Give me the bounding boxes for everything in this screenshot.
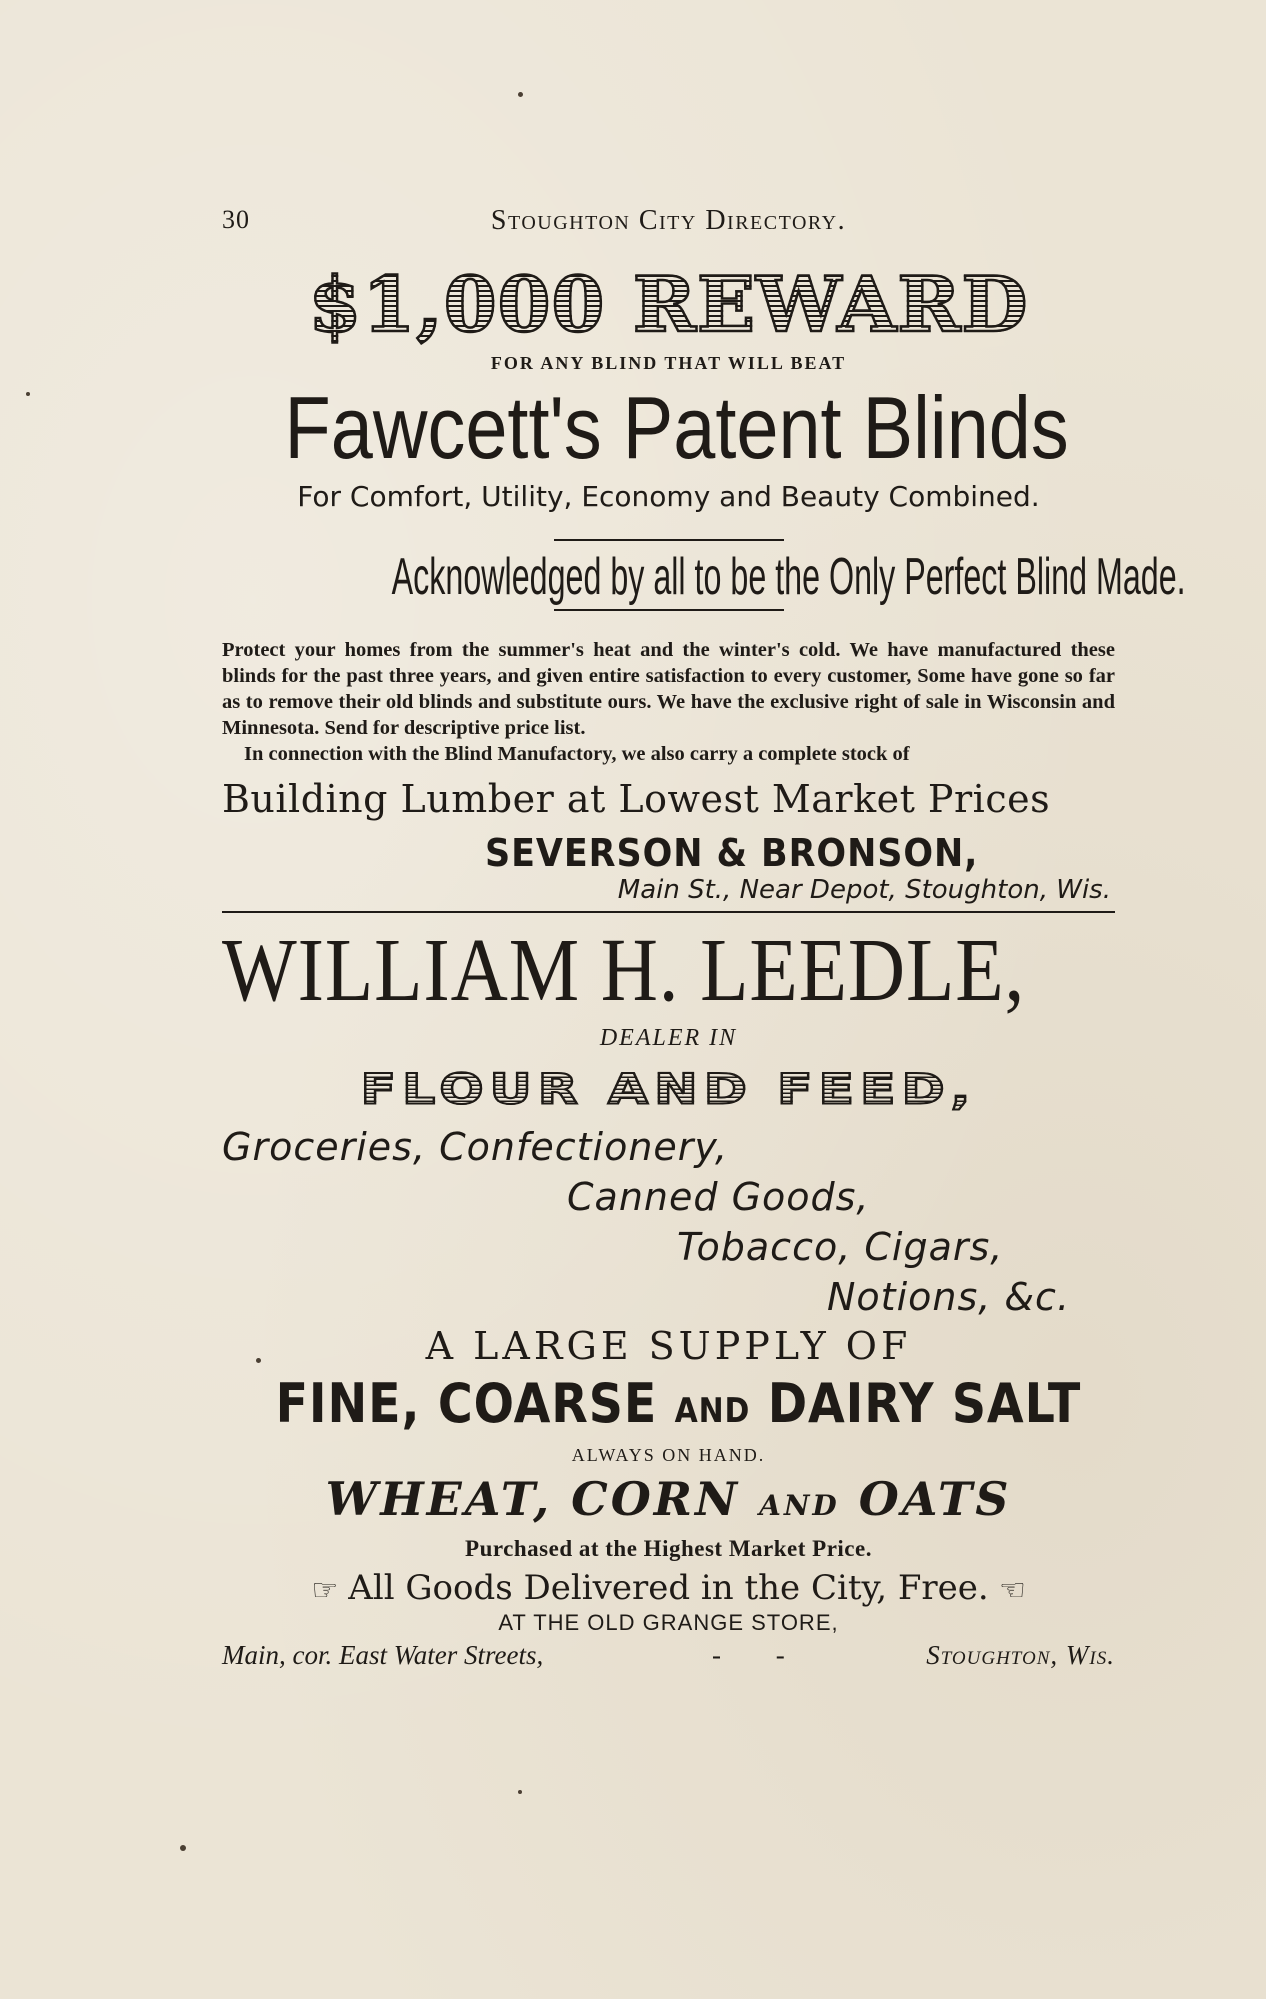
page-header	[222, 205, 1115, 245]
firm-name: SEVERSON & BRONSON,	[485, 831, 979, 875]
street-address: Main, cor. East Water Streets,	[222, 1640, 544, 1670]
running-head: Stoughton City Directory.	[490, 205, 847, 236]
wheat-and: AND	[759, 1489, 840, 1522]
fawcett-advertisement	[222, 260, 1186, 905]
delivery-line	[222, 1568, 1115, 1608]
reward-subline: FOR ANY BLIND THAT WILL BEAT	[490, 353, 847, 373]
salt-text-1: FINE, COARSE	[275, 1372, 675, 1435]
page-content	[222, 205, 1186, 1678]
acknowledged-line: Acknowledged by all to be the Only Perfect Blind Made.	[391, 548, 1186, 606]
salt-and: AND	[674, 1391, 751, 1431]
product-name: Fawcett's Patent Blinds	[284, 378, 1069, 477]
merchant-name: WILLIAM H. LEEDLE,	[222, 921, 1026, 1020]
address-dashes: - -	[712, 1640, 809, 1670]
salt-headline	[275, 1372, 1082, 1443]
paper-speck	[518, 1790, 522, 1794]
reward-headline: $1,000 REWARD	[222, 263, 1115, 347]
grain-headline	[222, 1472, 1115, 1526]
salt-text-2: DAIRY SALT	[750, 1372, 1082, 1435]
pointing-hand-icon: ☞	[311, 1572, 339, 1608]
flour-feed-headline: FLOUR AND FEED,	[222, 1066, 1115, 1114]
divider-rule	[554, 609, 784, 611]
supply-line: A LARGE SUPPLY OF	[425, 1324, 912, 1368]
leedle-advertisement	[222, 921, 1115, 1678]
always-on-hand: ALWAYS ON HAND.	[571, 1445, 766, 1465]
goods-line-groceries: Groceries, Confectionery,	[222, 1125, 729, 1169]
store-location: AT THE OLD GRANGE STORE,	[498, 1610, 839, 1635]
lumber-line: Building Lumber at Lowest Market Prices	[222, 777, 1051, 821]
store-address	[222, 1640, 1115, 1678]
body-paragraph: In connection with the Blind Manufactory, we also carry a complete stock of	[244, 743, 910, 765]
page-number: 30	[222, 205, 250, 234]
body-paragraph: Protect your homes from the summer's heat and the winter's cold. We have manufactured these blinds for the past three years, and given entire satisfaction to every customer, Some have gone so far as to remove their old blinds and substitute ours. We have the exclusive right of sale in Wisconsin and Minnesota. Send for descriptive price list.	[222, 639, 1115, 739]
paper-speck	[180, 1845, 186, 1851]
firm-address: Main St., Near Depot, Stoughton, Wis.	[617, 875, 1111, 905]
section-divider	[222, 911, 1115, 913]
pointing-hand-icon: ☞	[998, 1572, 1026, 1608]
wheat-text-1: WHEAT, CORN	[325, 1472, 760, 1526]
divider-rule	[554, 539, 784, 541]
paper-speck	[26, 392, 30, 396]
goods-line-tobacco: Tobacco, Cigars,	[677, 1225, 1004, 1269]
ad-body-text	[222, 637, 1115, 767]
goods-line-notions: Notions, &c.	[827, 1275, 1071, 1319]
goods-line-canned: Canned Goods,	[567, 1175, 870, 1219]
purchased-line: Purchased at the Highest Market Price.	[465, 1536, 872, 1561]
delivery-text: All Goods Delivered in the City, Free.	[348, 1568, 989, 1608]
paper-speck	[518, 92, 523, 97]
wheat-text-2: OATS	[839, 1472, 1012, 1526]
dealer-in-line: DEALER IN	[599, 1025, 738, 1051]
product-tagline: For Comfort, Utility, Economy and Beauty Combined.	[297, 480, 1040, 513]
town-name: Stoughton, Wis.	[926, 1640, 1115, 1670]
